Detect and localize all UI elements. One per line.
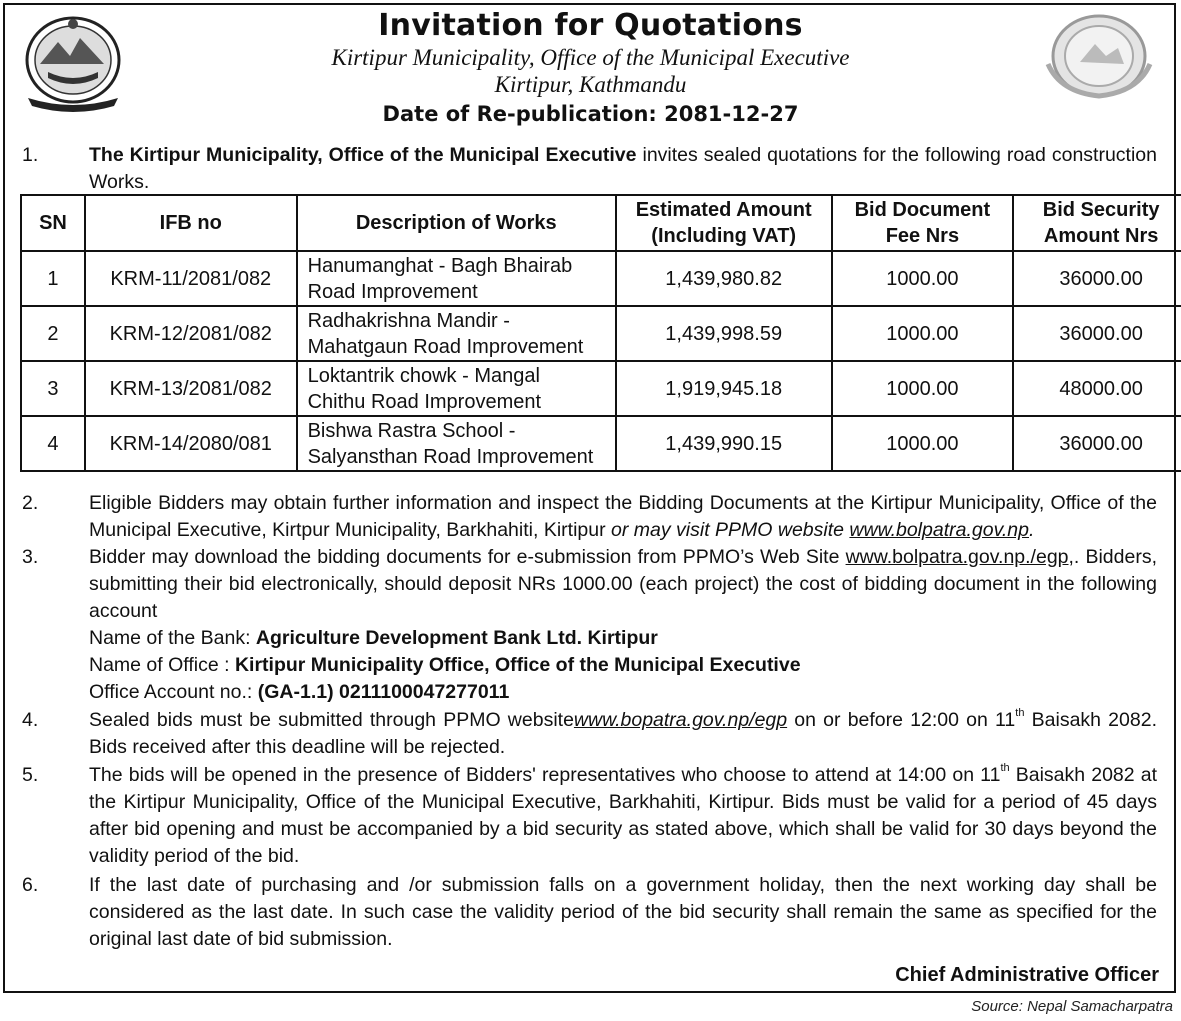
item-5-text	[89, 762, 1157, 870]
cell-security: 36000.00	[1013, 251, 1181, 306]
item-number: 1.	[22, 144, 39, 166]
header-line: Fee Nrs	[885, 225, 960, 247]
table-row	[21, 416, 1181, 471]
header-line: Estimated Amount	[635, 199, 812, 221]
cell-fee: 1000.00	[832, 306, 1014, 361]
ordinal-suffix: th	[1000, 762, 1010, 774]
bank-name-line	[89, 625, 1157, 652]
source-credit: Source: Nepal Samacharpatra	[971, 998, 1173, 1015]
cell-ifb: KRM-14/2080/081	[85, 416, 297, 471]
table-row	[21, 361, 1181, 416]
cell-security: 36000.00	[1013, 306, 1181, 361]
cell-security: 48000.00	[1013, 361, 1181, 416]
item-number: 5.	[22, 764, 39, 786]
item-3-text	[89, 544, 1157, 625]
table-header-row	[21, 195, 1181, 251]
description-line: Loktantrik chowk - Mangal	[307, 364, 540, 387]
item-number: 6.	[22, 874, 39, 896]
cell-amount: 1,439,980.82	[616, 251, 832, 306]
item-1-rest: invites sealed quotations for the following road construction Works.	[89, 144, 1157, 193]
item-3-body-2: ,. Bidders, submitting their bid electronically, should deposit NRs 1000.00 (each project) the cost of bidding document in the following account	[89, 546, 1157, 622]
works-table	[20, 194, 1181, 472]
account-line	[89, 679, 1157, 706]
office-value: Kirtipur Municipality Office, Office of the Municipal Executive	[234, 654, 801, 676]
cell-amount: 1,439,998.59	[616, 306, 832, 361]
account-label: Office Account no.:	[89, 681, 258, 703]
municipality-name: The Kirtipur Municipality, Office of the Municipal Executive	[89, 144, 637, 166]
item-3-body: Bidder may download the bidding documents for e-submission from PPMO’s Web Site	[89, 546, 846, 568]
description-line: Salyansthan Road Improvement	[307, 445, 594, 468]
cell-security: 36000.00	[1013, 416, 1181, 471]
cell-fee: 1000.00	[832, 416, 1014, 471]
header-line: Amount Nrs	[1043, 225, 1159, 247]
cell-fee: 1000.00	[832, 361, 1014, 416]
description-line: Chithu Road Improvement	[307, 390, 542, 413]
item-number: 3.	[22, 546, 39, 568]
cell-description	[297, 361, 616, 416]
item-2-italic: or may visit PPMO website	[611, 519, 850, 541]
item-5-body: The bids will be opened in the presence of Bidders' representatives who choose to attend at 14:00 on 11	[89, 764, 1001, 786]
cell-ifb: KRM-12/2081/082	[85, 306, 297, 361]
column-header-ifb: IFB no	[85, 195, 297, 251]
cell-sn: 4	[21, 416, 85, 471]
bank-label: Name of the Bank:	[89, 627, 256, 649]
item-2-text	[89, 490, 1157, 544]
cell-amount: 1,919,945.18	[616, 361, 832, 416]
office-name: Kirtipur Municipality, Office of the Municipal Executive	[331, 45, 850, 70]
cell-ifb: KRM-13/2081/082	[85, 361, 297, 416]
description-line: Mahatgaun Road Improvement	[307, 335, 584, 358]
egp-submission-link[interactable]: www.bopatra.gov.np/egp	[573, 709, 788, 731]
header-line: Bid Security	[1042, 199, 1160, 221]
column-header-bid-fee	[832, 195, 1014, 251]
office-name-line	[89, 652, 1157, 679]
item-2-end: .	[1028, 519, 1035, 541]
item-6-text: If the last date of purchasing and /or submission falls on a government holiday, then the next working day shall be considered as the last date. In such case the validity period of the bid security shall remain the same as specified for the original last date of bid submission.	[89, 874, 1157, 950]
table-row	[21, 306, 1181, 361]
description-line: Bishwa Rastra School -	[307, 419, 516, 442]
header-line: Bid Document	[854, 199, 991, 221]
cell-description	[297, 416, 616, 471]
cell-amount: 1,439,990.15	[616, 416, 832, 471]
item-4-body-2: on or before 12:00 on 11	[787, 709, 1016, 731]
ppmo-egp-link[interactable]: www.bolpatra.gov.np./egp	[845, 546, 1069, 568]
bank-value: Agriculture Development Bank Ltd. Kirtipur	[255, 627, 658, 649]
description-line: Road Improvement	[307, 280, 478, 303]
cell-sn: 3	[21, 361, 85, 416]
cell-description	[297, 251, 616, 306]
item-4-body-3: Baisakh 2082. Bids received after this deadline will be rejected.	[89, 709, 1157, 758]
item-number: 4.	[22, 709, 39, 731]
item-2-body: Eligible Bidders may obtain further information and inspect the Bidding Documents at the Kirtipur Municipality, Office of the Municipal Executive, Kirtpur Municipality, Barkhahiti, Kirtipur	[89, 492, 1157, 541]
cell-fee: 1000.00	[832, 251, 1014, 306]
account-value: (GA-1.1) 0211100047277011	[257, 681, 510, 703]
table-row	[21, 251, 1181, 306]
cell-description	[297, 306, 616, 361]
column-header-bid-security	[1013, 195, 1181, 251]
header-line: (Including VAT)	[651, 225, 797, 247]
office-location: Kirtipur, Kathmandu	[494, 72, 687, 97]
description-line: Hanumanghat - Bagh Bhairab	[307, 254, 573, 277]
cell-sn: 1	[21, 251, 85, 306]
ppmo-website-link[interactable]: www.bolpatra.gov.np	[849, 519, 1029, 541]
notice-header	[0, 8, 1181, 128]
item-number: 2.	[22, 492, 39, 514]
item-5-body-2: Baisakh 2082 at the Kirtipur Municipality, Office of the Municipal Executive, Barkhahiti, Kirtipur. Bids must be valid for a period of 45 days after bid opening and must be accompanied by a bid security as stated above, which shall be valid for 30 days beyond the validity period of the bid.	[89, 764, 1158, 867]
item-4-body: Sealed bids must be submitted through PPMO website	[89, 709, 574, 731]
cell-sn: 2	[21, 306, 85, 361]
description-line: Radhakrishna Mandir -	[307, 309, 510, 332]
page-title: Invitation for Quotations	[378, 8, 803, 43]
ordinal-suffix: th	[1015, 707, 1025, 719]
signature-title: Chief Administrative Officer	[895, 964, 1159, 986]
cell-ifb: KRM-11/2081/082	[85, 251, 297, 306]
column-header-sn: SN	[21, 195, 85, 251]
republication-date: Date of Re-publication: 2081-12-27	[382, 102, 799, 126]
item-1-text	[89, 142, 1157, 196]
item-4-text	[89, 707, 1157, 761]
office-label: Name of Office :	[89, 654, 235, 676]
column-header-estimated-amount	[616, 195, 832, 251]
column-header-description: Description of Works	[297, 195, 616, 251]
